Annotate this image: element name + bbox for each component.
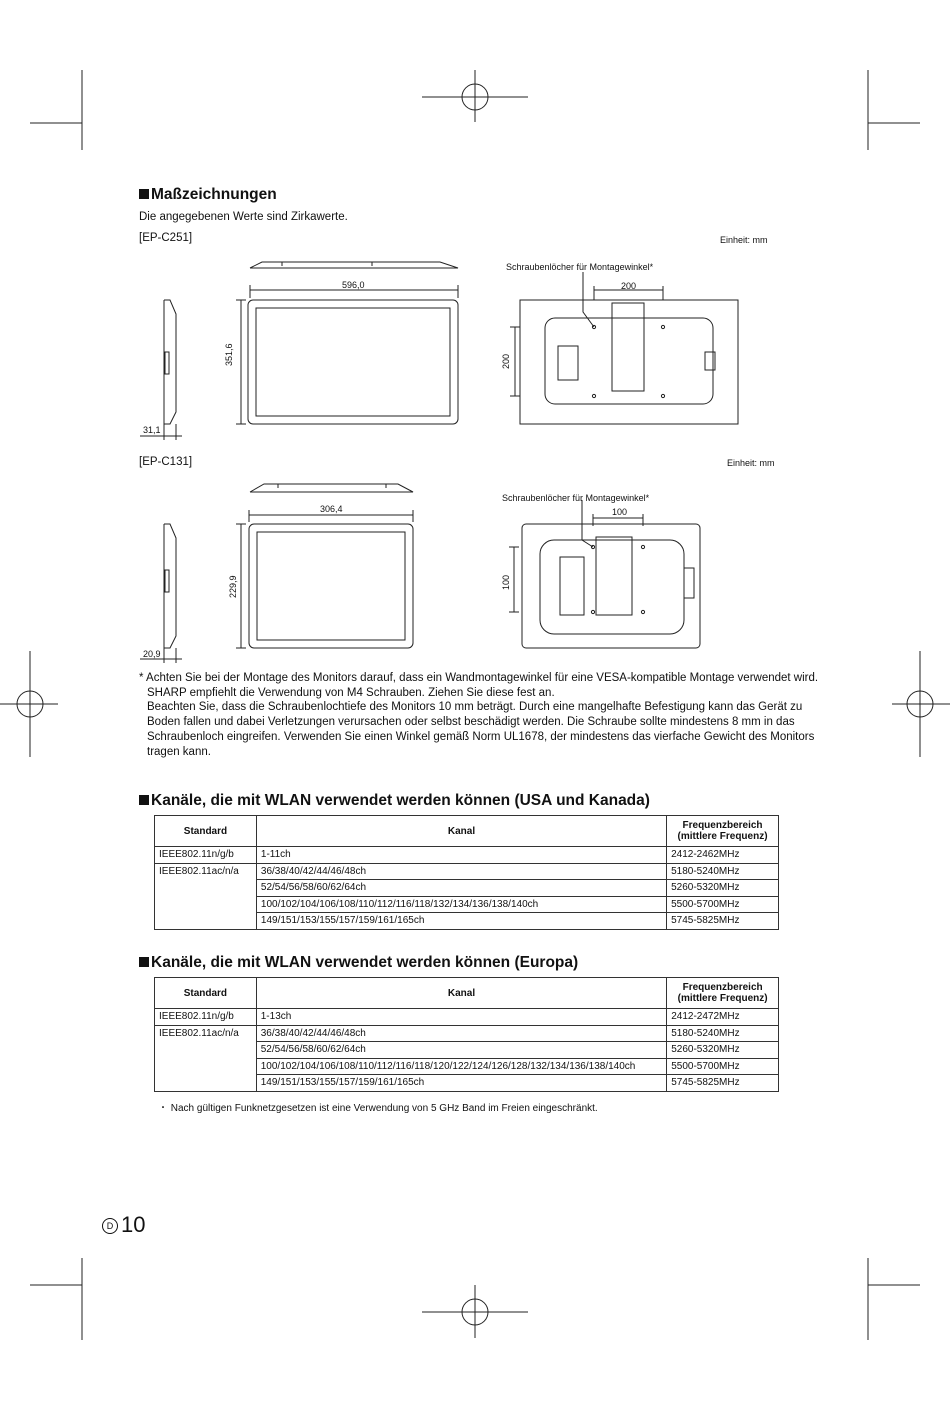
square-bullet-icon: [139, 189, 149, 199]
square-bullet-icon: [139, 795, 149, 805]
screw-holes-label-ep-c251: Schraubenlöcher für Montagewinkel*: [506, 262, 654, 272]
table-row: IEEE802.11ac/n/a 36/38/40/42/44/46/48ch 5180-5240MHz: [155, 863, 779, 880]
dimensions-intro: Die angegebenen Werte sind Zirkawerte.: [139, 211, 348, 223]
header-standard: Standard: [155, 978, 257, 1009]
table-row: 149/151/153/155/157/159/161/165ch 5745-5825MHz: [155, 913, 779, 930]
table-row: 149/151/153/155/157/159/161/165ch 5745-5825MHz: [155, 1075, 779, 1092]
wlan-table-europe: [154, 977, 779, 1092]
vesa-vertical-ep-c251: 200: [501, 353, 511, 369]
unit-label-ep-c251: Einheit: mm: [720, 235, 768, 245]
front-view-frame: [249, 524, 413, 648]
table-row: 100/102/104/106/108/110/112/116/118/132/134/136/138/140ch 5500-5700MHz: [155, 896, 779, 913]
section-wlan-usa-title: Kanäle, die mit WLAN verwendet werden können (USA und Kanada): [139, 792, 650, 810]
table-row: IEEE802.11ac/n/a 36/38/40/42/44/46/48ch 5180-5240MHz: [155, 1025, 779, 1042]
vesa-vertical-ep-c131: 100: [501, 574, 511, 590]
header-standard: Standard: [155, 816, 257, 847]
back-view-frame: [522, 524, 700, 648]
outdoor-restriction-note: ・ Nach gültigen Funknetzgesetzen ist eine Verwendung von 5 GHz Band im Freien eingeschränkt.: [158, 1103, 598, 1114]
header-frequency: Frequenzbereich (mittlere Frequenz): [667, 816, 779, 847]
unit-label-ep-c131: Einheit: mm: [727, 458, 775, 468]
header-frequency: Frequenzbereich (mittlere Frequenz): [667, 978, 779, 1009]
width-dimension-ep-c131: 306,4: [320, 504, 343, 514]
table-row: IEEE802.11n/g/b 1-13ch 2412-2472MHz: [155, 1009, 779, 1026]
mounting-note-line2: SHARP empfiehlt die Verwendung von M4 Schrauben. Ziehen Sie diese fest an.: [147, 686, 555, 699]
table-row: 52/54/56/58/60/62/64ch 5260-5320MHz: [155, 1042, 779, 1059]
width-dimension-ep-c251: 596,0: [342, 280, 365, 290]
mounting-note-line1: * Achten Sie bei der Montage des Monitors darauf, dass ein Wandmontagewinkel für eine VESA-kompatible Montage verwendet wird.: [139, 672, 819, 684]
section-dimension-drawings-title: Maßzeichnungen: [139, 186, 277, 204]
wlan-table-usa: [154, 815, 779, 930]
mounting-note: [139, 671, 819, 759]
page-number: D 10: [102, 1212, 145, 1238]
table-header-row: [155, 816, 779, 847]
model-label-ep-c131: [EP-C131]: [139, 456, 193, 468]
header-kanal: Kanal: [256, 816, 666, 847]
depth-dimension-ep-c251: 31,1: [143, 425, 161, 435]
section-wlan-europe-title: Kanäle, die mit WLAN verwendet werden können (Europa): [139, 954, 578, 972]
depth-dimension-ep-c131: 20,9: [143, 649, 161, 659]
model-label-ep-c251: [EP-C251]: [139, 232, 193, 244]
table-row: 52/54/56/58/60/62/64ch 5260-5320MHz: [155, 880, 779, 897]
table-row: IEEE802.11n/g/b 1-11ch 2412-2462MHz: [155, 847, 779, 864]
side-view-outline: [164, 524, 176, 648]
top-view-outline: [250, 484, 413, 492]
header-kanal: Kanal: [256, 978, 666, 1009]
table-row: 100/102/104/106/108/110/112/116/118/120/122/124/126/128/132/134/136/138/140ch 5500-5700MHz: [155, 1058, 779, 1075]
square-bullet-icon: [139, 957, 149, 967]
height-dimension-ep-c131: 229,9: [228, 575, 238, 598]
front-view-screen: [257, 532, 405, 640]
mounting-note-line3: Beachten Sie, dass die Schraubenlochtiefe des Monitors 10 mm beträgt. Durch eine mangelhafte Befestigung kann das Gerät zu Boden fallen und dabei Verletzungen verursachen oder selbst beschädigt werden. Die Schraube sollte mindestens 8 mm in das Schraubenloch eingreifen. Verwenden Sie einen Winkel gemäß Norm UL1678, der mindestens das vierfache Gewicht des Monitors tragen kann.: [147, 701, 815, 758]
vesa-horizontal-ep-c131: 100: [612, 507, 628, 517]
table-header-row: [155, 978, 779, 1009]
height-dimension-ep-c251: 351,6: [224, 343, 234, 366]
vesa-horizontal-ep-c251: 200: [621, 281, 637, 291]
screw-holes-label-ep-c131: Schraubenlöcher für Montagewinkel*: [502, 493, 650, 503]
language-mark: D: [102, 1218, 118, 1234]
